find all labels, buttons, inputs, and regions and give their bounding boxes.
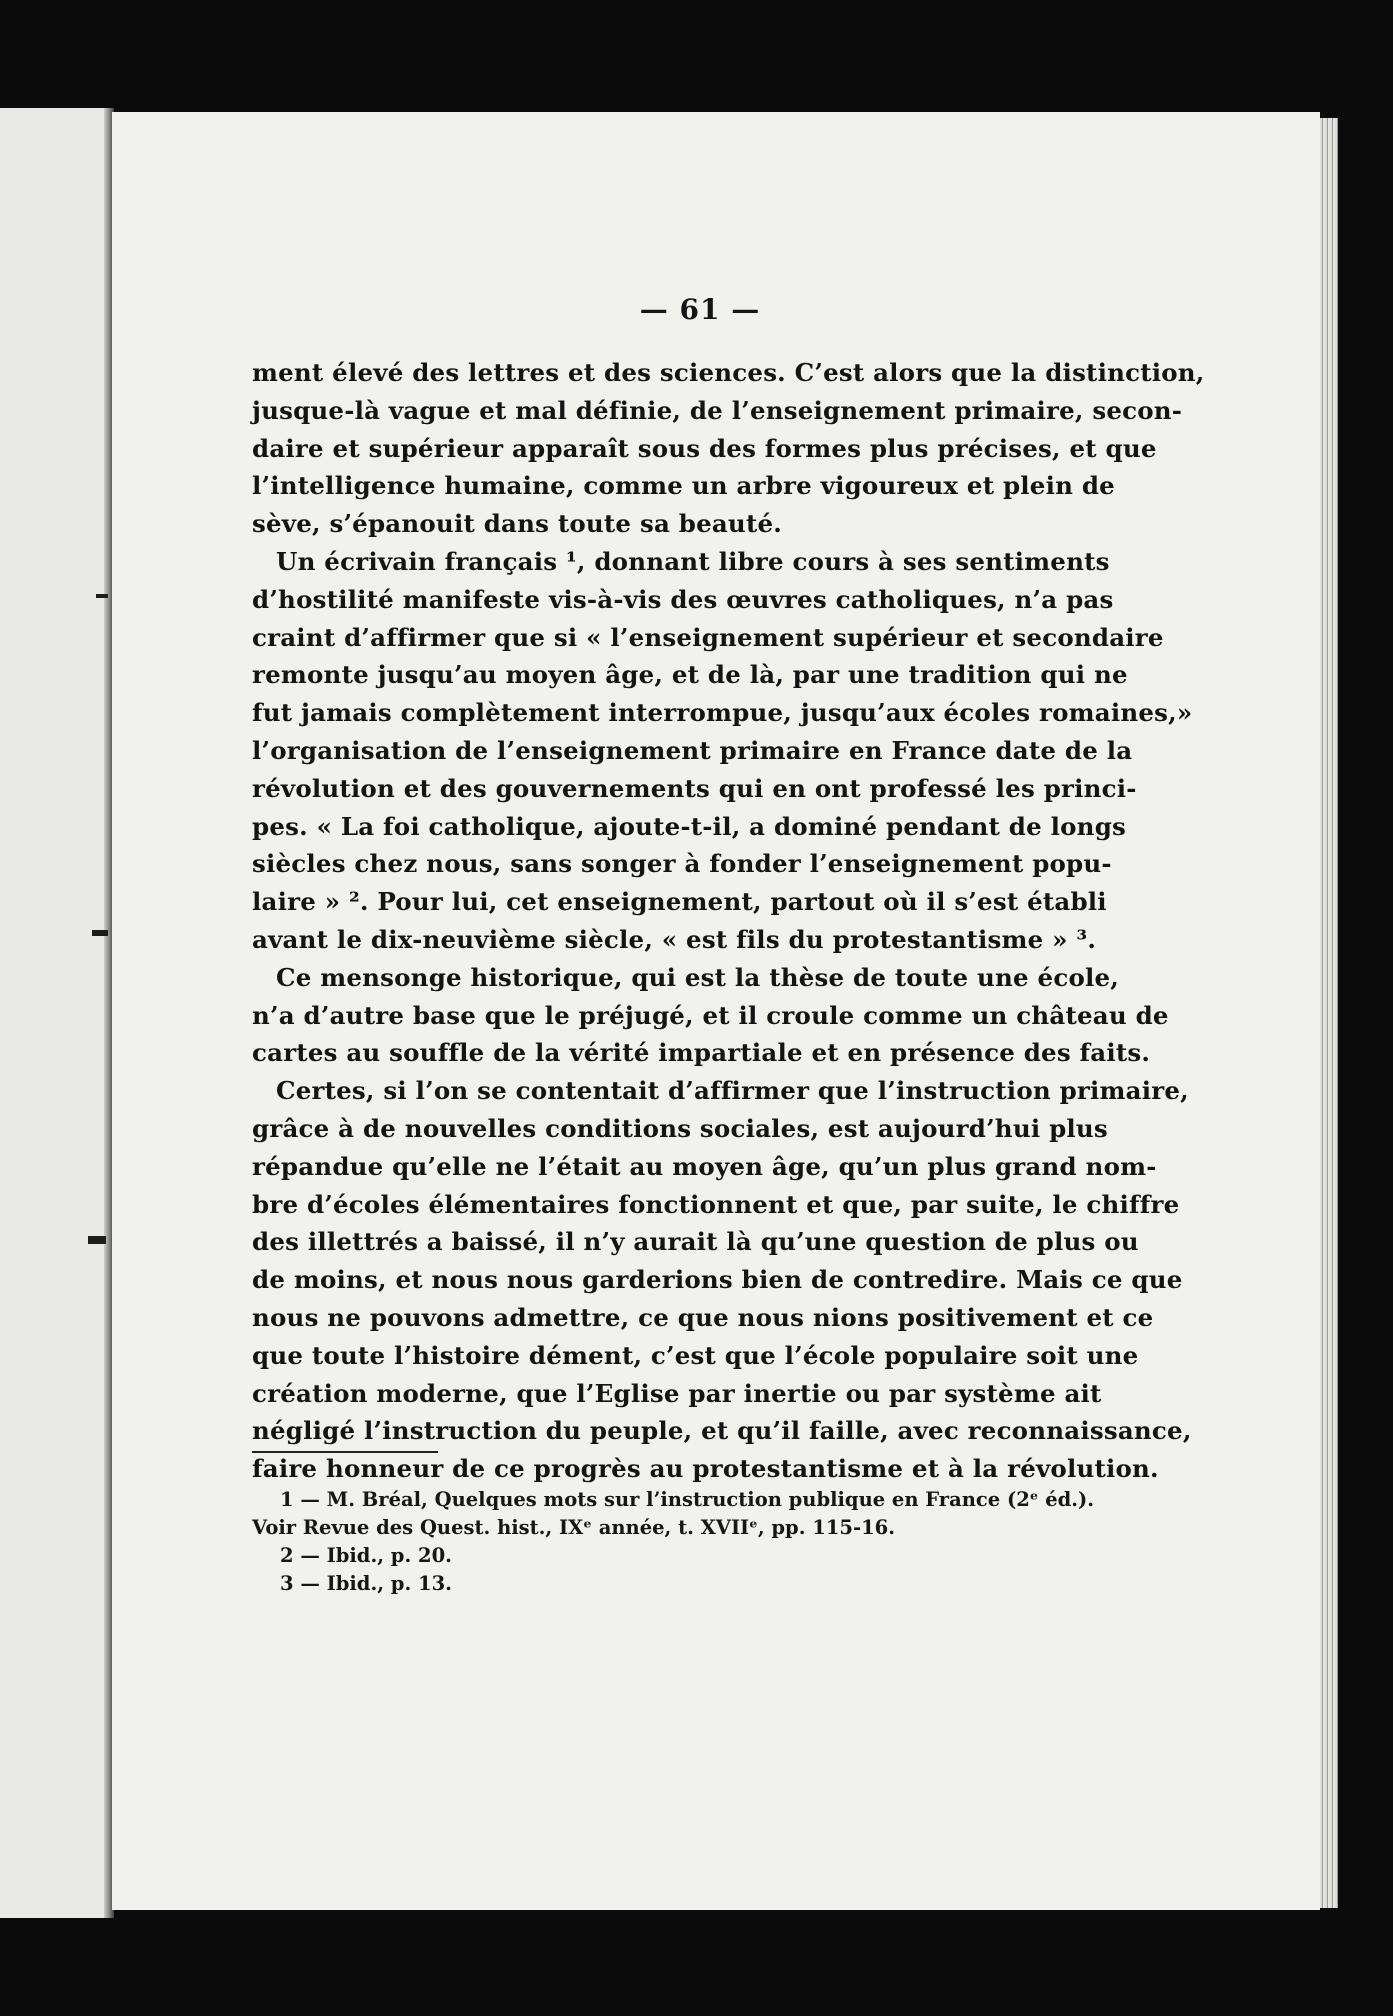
text-line: Ce mensonge historique, qui est la thèse de toute une école, <box>276 962 1120 992</box>
text-line: répandue qu’elle ne l’était au moyen âge, qu’un plus grand nom- <box>252 1151 1157 1181</box>
footnote: 1 — M. Bréal, Quelques mots sur l’instruction publique en France (2ᵉ éd.). <box>280 1488 1095 1511</box>
text-line: siècles chez nous, sans songer à fonder l’enseignement popu- <box>252 849 1112 879</box>
text-line: d’hostilité manifeste vis-à-vis des œuvres catholiques, n’a pas <box>252 584 1114 614</box>
text-line: création moderne, que l’Eglise par inertie ou par système ait <box>252 1378 1102 1408</box>
text-line: faire honneur de ce progrès au protestantisme et à la révolution. <box>252 1454 1159 1484</box>
text-line: jusque-là vague et mal définie, de l’enseignement primaire, secon- <box>252 395 1183 425</box>
text-line: remonte jusqu’au moyen âge, et de là, par une tradition qui ne <box>252 660 1128 690</box>
margin-mark <box>88 1236 106 1244</box>
text-line: avant le dix-neuvième siècle, « est fils du protestantisme » ³. <box>252 924 1097 954</box>
text-line: des illettrés a baissé, il n’y aurait là qu’une question de plus ou <box>252 1227 1139 1257</box>
text-line: de moins, et nous nous garderions bien de contredire. Mais ce que <box>252 1265 1183 1295</box>
footnote-rule <box>252 1451 438 1453</box>
page-edges <box>1320 118 1338 1908</box>
text-line: laire » ². Pour lui, cet enseignement, partout où il s’est établi <box>252 887 1107 917</box>
text-line: n’a d’autre base que le préjugé, et il croule comme un château de <box>252 1000 1169 1030</box>
margin-mark <box>96 594 108 598</box>
text-line: sève, s’épanouit dans toute sa beauté. <box>252 509 782 539</box>
text-line: négligé l’instruction du peuple, et qu’il faille, avec reconnaissance, <box>252 1416 1192 1446</box>
text-line: révolution et des gouvernements qui en ont professé les princi- <box>252 773 1137 803</box>
text-line: daire et supérieur apparaît sous des formes plus précises, et que <box>252 433 1157 463</box>
text-line: bre d’écoles élémentaires fonctionnent et que, par suite, le chiffre <box>252 1189 1180 1219</box>
text-line: cartes au souffle de la vérité impartiale et en présence des faits. <box>252 1038 1151 1068</box>
text-line: Certes, si l’on se contentait d’affirmer que l’instruction primaire, <box>276 1076 1189 1106</box>
facing-page <box>0 108 112 1918</box>
footnote-continuation: Voir Revue des Quest. hist., IXᵉ année, t. XVIIᵉ, pp. 115-16. <box>252 1516 895 1539</box>
page-number: — 61 — <box>639 293 761 326</box>
text-line: Un écrivain français ¹, donnant libre cours à ses sentiments <box>276 546 1110 576</box>
text-line: l’organisation de l’enseignement primaire en France date de la <box>252 735 1133 765</box>
footnote: 3 — Ibid., p. 13. <box>280 1572 452 1595</box>
text-line: fut jamais complètement interrompue, jusqu’aux écoles romaines,» <box>252 698 1193 728</box>
footnote: 2 — Ibid., p. 20. <box>280 1544 452 1567</box>
text-line: nous ne pouvons admettre, ce que nous nions positivement et ce <box>252 1302 1154 1332</box>
text-line: l’intelligence humaine, comme un arbre vigoureux et plein de <box>252 471 1115 501</box>
body-text <box>252 354 1205 1488</box>
text-line: grâce à de nouvelles conditions sociales, est aujourd’hui plus <box>252 1113 1108 1143</box>
footnotes <box>252 1486 1095 1598</box>
text-line: craint d’affirmer que si « l’enseignement supérieur et secondaire <box>252 622 1164 652</box>
text-line: ment élevé des lettres et des sciences. C’est alors que la distinction, <box>252 358 1205 387</box>
margin-mark <box>92 930 108 936</box>
text-line: pes. « La foi catholique, ajoute-t-il, a dominé pendant de longs <box>252 811 1127 841</box>
text-line: que toute l’histoire dément, c’est que l’école populaire soit une <box>252 1340 1139 1370</box>
